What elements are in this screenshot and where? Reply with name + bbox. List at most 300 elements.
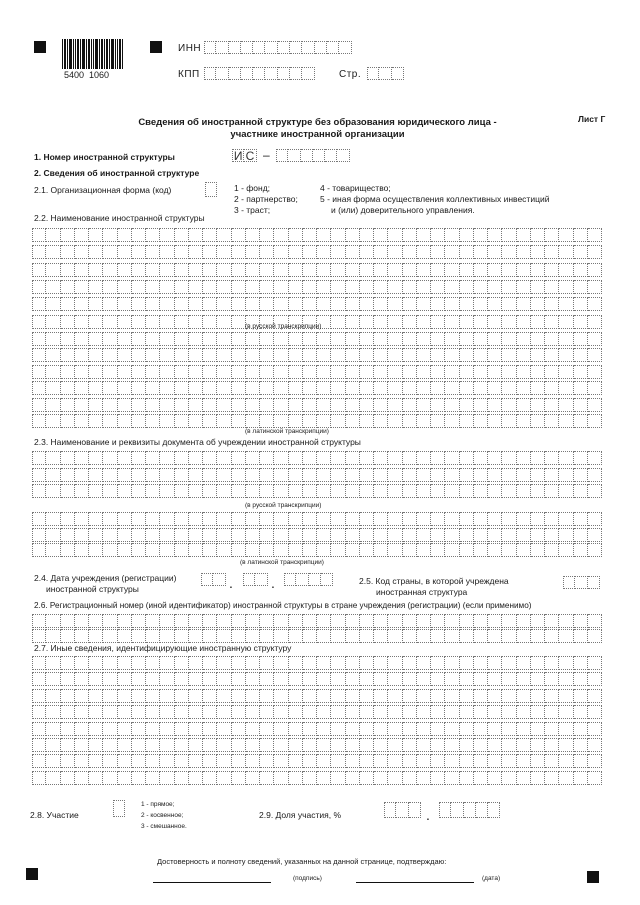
grid-row[interactable] [32,263,602,277]
char-cell[interactable] [75,297,89,311]
char-cell[interactable] [431,451,445,465]
char-cell[interactable] [474,263,488,277]
char-cell[interactable] [559,228,573,242]
char-cell[interactable] [203,315,217,329]
date-line[interactable] [356,882,474,883]
char-cell[interactable] [103,614,117,628]
char-cell[interactable] [132,451,146,465]
char-cell[interactable] [203,738,217,752]
char-cell[interactable] [146,629,160,643]
char-cell[interactable] [417,414,431,428]
char-cell[interactable] [61,451,75,465]
char-cell[interactable] [89,315,103,329]
char-cell[interactable] [160,656,174,670]
char-cell[interactable] [588,738,602,752]
char-cell[interactable] [360,614,374,628]
char-cell[interactable] [75,512,89,526]
char-cell[interactable] [61,348,75,362]
char-cell[interactable] [388,468,402,482]
char-cell[interactable] [588,672,602,686]
char-cell[interactable] [189,771,203,785]
char-cell[interactable] [403,722,417,736]
char-cell[interactable] [531,629,545,643]
char-cell[interactable] [103,528,117,542]
char-cell[interactable] [531,614,545,628]
char-cell[interactable] [317,543,331,557]
char-cell[interactable] [331,484,345,498]
char-cell[interactable] [403,297,417,311]
char-cell[interactable] [146,398,160,412]
char-cell[interactable] [61,771,75,785]
char-cell[interactable] [118,245,132,259]
char-cell[interactable] [217,484,231,498]
char-cell[interactable] [303,451,317,465]
char-cell[interactable] [303,414,317,428]
char-cell[interactable] [417,451,431,465]
char-cell[interactable] [502,484,516,498]
char-cell[interactable] [175,689,189,703]
char-cell[interactable] [460,512,474,526]
char-cell[interactable] [189,512,203,526]
char-cell[interactable] [431,332,445,346]
char-cell[interactable] [331,451,345,465]
char-cell[interactable] [103,672,117,686]
char-cell[interactable] [488,315,502,329]
char-cell[interactable] [559,245,573,259]
char-cell[interactable] [246,381,260,395]
char-cell[interactable] [289,245,303,259]
char-cell[interactable] [118,315,132,329]
char-cell[interactable] [517,228,531,242]
char-cell[interactable] [61,754,75,768]
char-cell[interactable] [260,512,274,526]
char-cell[interactable] [403,771,417,785]
char-cell[interactable] [403,280,417,294]
char-cell[interactable] [331,398,345,412]
char-cell[interactable] [160,414,174,428]
char-cell[interactable] [303,348,317,362]
char-cell[interactable] [246,754,260,768]
char-cell[interactable] [346,398,360,412]
char-cell[interactable] [374,705,388,719]
char-cell[interactable] [146,332,160,346]
char-cell[interactable] [75,614,89,628]
char-cell[interactable] [32,771,46,785]
char-cell[interactable] [32,614,46,628]
char-cell[interactable] [346,672,360,686]
char-cell[interactable] [403,468,417,482]
char-cell[interactable] [232,771,246,785]
char-cell[interactable] [403,512,417,526]
char-cell[interactable] [175,484,189,498]
char-cell[interactable] [417,468,431,482]
char-cell[interactable] [403,484,417,498]
char-cell[interactable] [132,754,146,768]
char-cell[interactable] [588,332,602,346]
char-cell[interactable] [374,297,388,311]
char-cell[interactable] [545,348,559,362]
char-cell[interactable] [46,451,60,465]
char-cell[interactable] [460,484,474,498]
char-cell[interactable] [160,348,174,362]
char-cell[interactable] [289,484,303,498]
char-cell[interactable] [317,398,331,412]
char-cell[interactable] [274,705,288,719]
char-cell[interactable] [317,297,331,311]
char-cell[interactable] [388,512,402,526]
char-cell[interactable] [160,754,174,768]
char-cell[interactable] [160,381,174,395]
char-cell[interactable] [132,414,146,428]
char-cell[interactable] [517,332,531,346]
char-cell[interactable] [217,528,231,542]
char-cell[interactable] [232,543,246,557]
char-cell[interactable] [46,280,60,294]
char-cell[interactable] [331,672,345,686]
char-cell[interactable] [232,280,246,294]
char-cell[interactable] [545,672,559,686]
char-cell[interactable] [75,280,89,294]
char-cell[interactable] [403,754,417,768]
char-cell[interactable] [289,672,303,686]
char-cell[interactable] [331,771,345,785]
char-cell[interactable] [346,348,360,362]
char-cell[interactable] [189,705,203,719]
char-cell[interactable] [118,228,132,242]
char-cell[interactable] [374,672,388,686]
grid-row[interactable] [32,672,602,686]
char-cell[interactable] [445,656,459,670]
char-cell[interactable] [360,297,374,311]
char-cell[interactable] [246,689,260,703]
char-cell[interactable] [274,528,288,542]
char-cell[interactable] [346,705,360,719]
char-cell[interactable] [189,381,203,395]
char-cell[interactable] [89,629,103,643]
char-cell[interactable] [545,398,559,412]
char-cell[interactable] [289,398,303,412]
char-cell[interactable] [61,263,75,277]
char-cell[interactable] [360,468,374,482]
char-cell[interactable] [260,365,274,379]
char-cell[interactable] [274,738,288,752]
char-cell[interactable] [260,629,274,643]
char-cell[interactable] [274,245,288,259]
char-cell[interactable] [403,263,417,277]
char-cell[interactable] [388,398,402,412]
char-cell[interactable] [445,365,459,379]
char-cell[interactable] [474,228,488,242]
char-cell[interactable] [260,656,274,670]
char-cell[interactable] [388,381,402,395]
char-cell[interactable] [61,468,75,482]
char-cell[interactable] [559,297,573,311]
char-cell[interactable] [331,543,345,557]
char-cell[interactable] [417,771,431,785]
char-cell[interactable] [559,451,573,465]
char-cell[interactable] [46,414,60,428]
char-cell[interactable] [217,689,231,703]
char-cell[interactable] [189,689,203,703]
char-cell[interactable] [417,629,431,643]
char-cell[interactable] [431,656,445,670]
char-cell[interactable] [303,280,317,294]
char-cell[interactable] [474,672,488,686]
char-cell[interactable] [46,484,60,498]
char-cell[interactable] [545,263,559,277]
char-cell[interactable] [289,656,303,670]
char-cell[interactable] [531,722,545,736]
char-cell[interactable] [46,365,60,379]
country-code-field[interactable] [563,576,600,589]
char-cell[interactable] [246,484,260,498]
char-cell[interactable] [32,398,46,412]
char-cell[interactable] [118,771,132,785]
char-cell[interactable] [246,365,260,379]
char-cell[interactable] [75,672,89,686]
char-cell[interactable] [132,629,146,643]
char-cell[interactable] [502,398,516,412]
char-cell[interactable] [331,468,345,482]
char-cell[interactable] [474,771,488,785]
char-cell[interactable] [517,614,531,628]
char-cell[interactable] [559,656,573,670]
char-cell[interactable] [545,468,559,482]
grid-row[interactable] [32,348,602,362]
char-cell[interactable] [32,263,46,277]
char-cell[interactable] [146,484,160,498]
char-cell[interactable] [331,689,345,703]
char-cell[interactable] [417,738,431,752]
char-cell[interactable] [517,689,531,703]
char-cell[interactable] [360,315,374,329]
char-cell[interactable] [545,451,559,465]
char-cell[interactable] [559,315,573,329]
char-cell[interactable] [474,722,488,736]
char-cell[interactable] [303,705,317,719]
char-cell[interactable] [274,398,288,412]
char-cell[interactable] [289,771,303,785]
char-cell[interactable] [289,629,303,643]
char-cell[interactable] [203,528,217,542]
char-cell[interactable] [175,245,189,259]
char-cell[interactable] [203,656,217,670]
char-cell[interactable] [89,656,103,670]
char-cell[interactable] [531,365,545,379]
char-cell[interactable] [445,543,459,557]
char-cell[interactable] [460,414,474,428]
char-cell[interactable] [160,297,174,311]
char-cell[interactable] [502,228,516,242]
char-cell[interactable] [274,484,288,498]
char-cell[interactable] [246,614,260,628]
char-cell[interactable] [175,228,189,242]
char-cell[interactable] [445,722,459,736]
char-cell[interactable] [32,528,46,542]
char-cell[interactable] [403,629,417,643]
char-cell[interactable] [574,414,588,428]
char-cell[interactable] [232,738,246,752]
grid-row[interactable] [32,656,602,670]
char-cell[interactable] [232,315,246,329]
char-cell[interactable] [217,398,231,412]
char-cell[interactable] [331,263,345,277]
char-cell[interactable] [545,484,559,498]
char-cell[interactable] [175,381,189,395]
char-cell[interactable] [132,614,146,628]
char-cell[interactable] [445,297,459,311]
char-cell[interactable] [445,398,459,412]
char-cell[interactable] [89,414,103,428]
char-cell[interactable] [189,451,203,465]
char-cell[interactable] [118,451,132,465]
char-cell[interactable] [217,245,231,259]
char-cell[interactable] [189,332,203,346]
char-cell[interactable] [431,228,445,242]
char-cell[interactable] [260,754,274,768]
char-cell[interactable] [203,332,217,346]
char-cell[interactable] [232,614,246,628]
char-cell[interactable] [217,672,231,686]
char-cell[interactable] [403,689,417,703]
char-cell[interactable] [274,656,288,670]
char-cell[interactable] [289,528,303,542]
char-cell[interactable] [574,263,588,277]
char-cell[interactable] [403,365,417,379]
char-cell[interactable] [445,414,459,428]
char-cell[interactable] [474,543,488,557]
char-cell[interactable] [517,629,531,643]
char-cell[interactable] [331,722,345,736]
char-cell[interactable] [574,629,588,643]
char-cell[interactable] [75,414,89,428]
char-cell[interactable] [203,381,217,395]
char-cell[interactable] [374,451,388,465]
char-cell[interactable] [417,245,431,259]
char-cell[interactable] [360,398,374,412]
char-cell[interactable] [217,332,231,346]
char-cell[interactable] [317,381,331,395]
char-cell[interactable] [189,484,203,498]
char-cell[interactable] [559,629,573,643]
char-cell[interactable] [417,656,431,670]
char-cell[interactable] [360,528,374,542]
char-cell[interactable] [346,332,360,346]
char-cell[interactable] [32,381,46,395]
char-cell[interactable] [274,414,288,428]
char-cell[interactable] [388,528,402,542]
char-cell[interactable] [260,689,274,703]
char-cell[interactable] [417,332,431,346]
char-cell[interactable] [531,297,545,311]
char-cell[interactable] [289,263,303,277]
char-cell[interactable] [132,398,146,412]
char-cell[interactable] [545,414,559,428]
char-cell[interactable] [146,263,160,277]
char-cell[interactable] [517,705,531,719]
char-cell[interactable] [103,381,117,395]
char-cell[interactable] [217,629,231,643]
char-cell[interactable] [303,263,317,277]
char-cell[interactable] [303,738,317,752]
char-cell[interactable] [75,543,89,557]
char-cell[interactable] [417,543,431,557]
char-cell[interactable] [374,332,388,346]
char-cell[interactable] [246,629,260,643]
char-cell[interactable] [232,332,246,346]
char-cell[interactable] [460,705,474,719]
char-cell[interactable] [160,228,174,242]
char-cell[interactable] [588,689,602,703]
char-cell[interactable] [260,398,274,412]
char-cell[interactable] [303,365,317,379]
char-cell[interactable] [360,263,374,277]
char-cell[interactable] [203,468,217,482]
char-cell[interactable] [232,468,246,482]
grid-row[interactable] [32,381,602,395]
char-cell[interactable] [189,228,203,242]
char-cell[interactable] [488,280,502,294]
char-cell[interactable] [431,245,445,259]
char-cell[interactable] [417,297,431,311]
char-cell[interactable] [89,381,103,395]
char-cell[interactable] [274,365,288,379]
char-cell[interactable] [203,228,217,242]
char-cell[interactable] [217,738,231,752]
char-cell[interactable] [203,297,217,311]
char-cell[interactable] [132,280,146,294]
char-cell[interactable] [574,315,588,329]
kpp-field[interactable] [204,67,315,80]
char-cell[interactable] [61,228,75,242]
grid-row[interactable] [32,484,602,498]
char-cell[interactable] [517,512,531,526]
char-cell[interactable] [189,629,203,643]
char-cell[interactable] [502,528,516,542]
char-cell[interactable] [360,280,374,294]
char-cell[interactable] [559,689,573,703]
char-cell[interactable] [61,543,75,557]
char-cell[interactable] [175,414,189,428]
char-cell[interactable] [431,414,445,428]
char-cell[interactable] [460,228,474,242]
char-cell[interactable] [146,365,160,379]
char-cell[interactable] [388,280,402,294]
char-cell[interactable] [132,738,146,752]
char-cell[interactable] [274,722,288,736]
char-cell[interactable] [460,629,474,643]
char-cell[interactable] [132,315,146,329]
char-cell[interactable] [132,297,146,311]
char-cell[interactable] [160,722,174,736]
char-cell[interactable] [460,398,474,412]
char-cell[interactable] [545,689,559,703]
char-cell[interactable] [403,705,417,719]
char-cell[interactable] [103,656,117,670]
char-cell[interactable] [559,332,573,346]
char-cell[interactable] [132,332,146,346]
char-cell[interactable] [346,280,360,294]
char-cell[interactable] [217,297,231,311]
char-cell[interactable] [146,280,160,294]
char-cell[interactable] [431,614,445,628]
char-cell[interactable] [417,280,431,294]
char-cell[interactable] [260,297,274,311]
char-cell[interactable] [203,451,217,465]
char-cell[interactable] [89,689,103,703]
char-cell[interactable] [517,280,531,294]
char-cell[interactable] [89,365,103,379]
